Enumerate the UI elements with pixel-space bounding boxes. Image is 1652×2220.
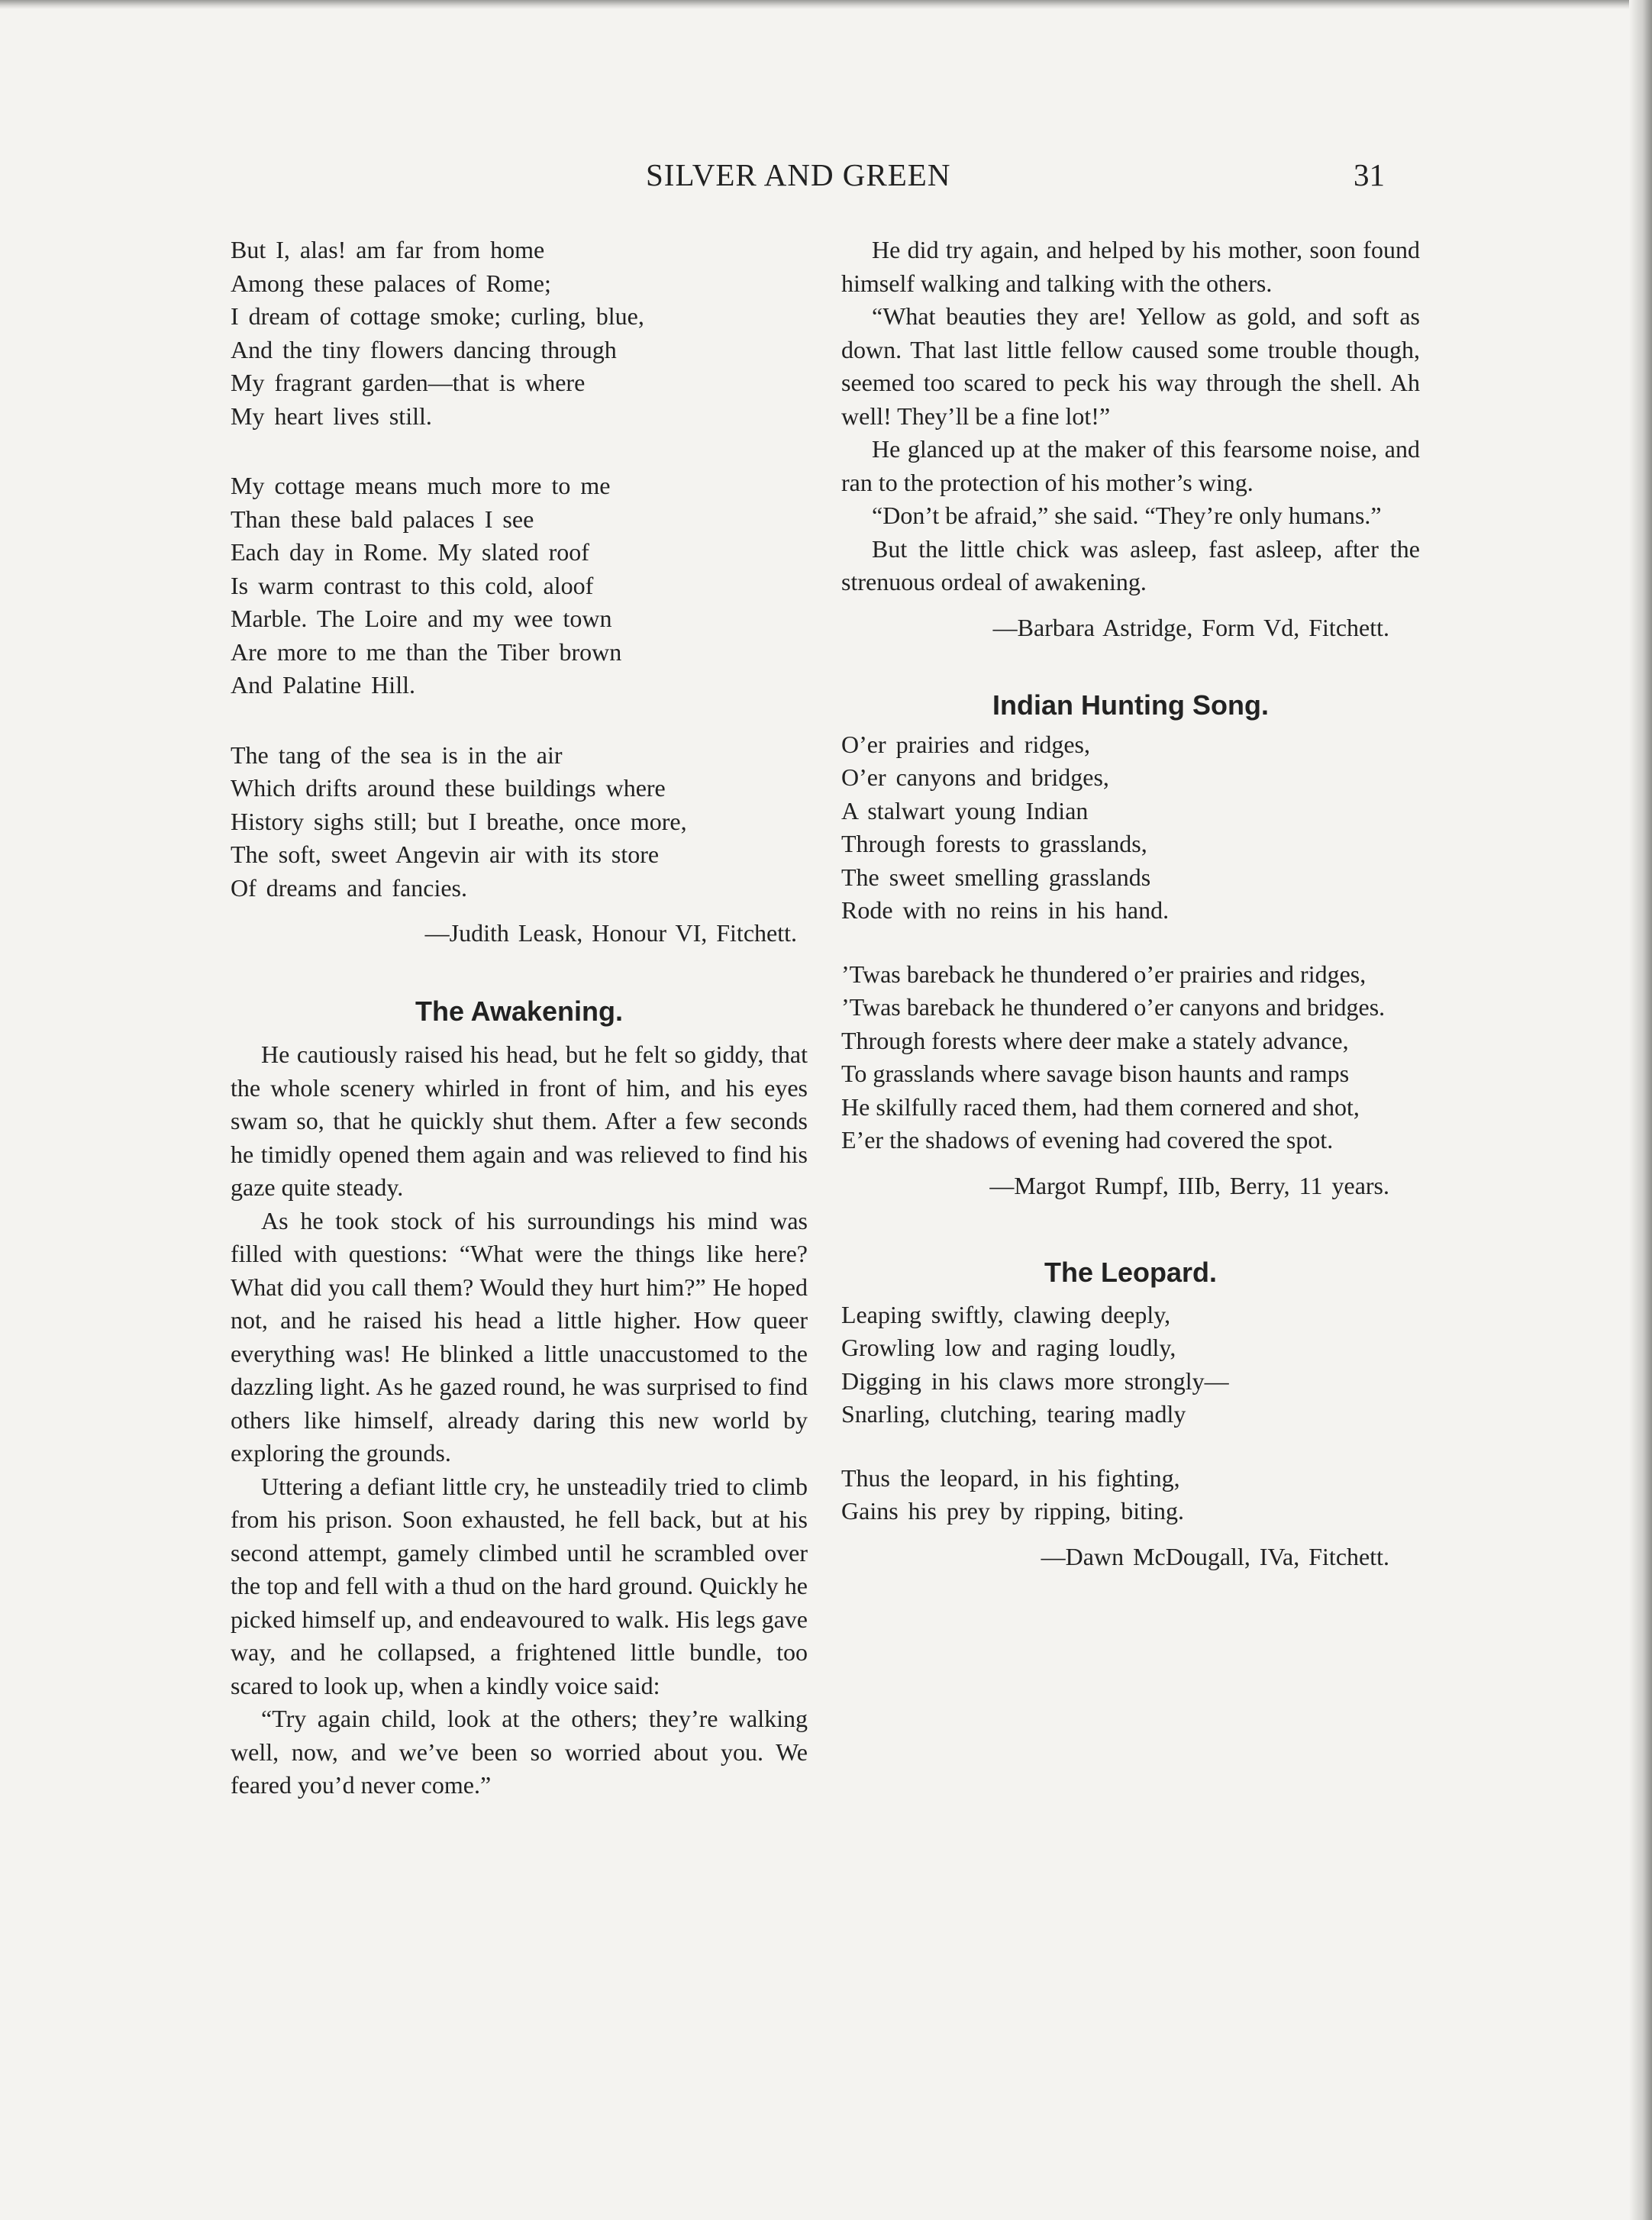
poem-line: Each day in Rome. My slated roof <box>231 538 589 566</box>
song-line: To grasslands where savage bison haunts and ramps <box>841 1060 1350 1087</box>
poem-stanza <box>231 469 808 702</box>
poem-line: Which drifts around these buildings where <box>231 774 666 802</box>
song-byline: —Margot Rumpf, IIIb, Berry, 11 years. <box>989 1171 1389 1199</box>
song-line: The sweet smelling grasslands <box>841 863 1151 891</box>
leopard-line: Growling low and raging loudly, <box>841 1334 1176 1361</box>
leopard-byline: —Dawn McDougall, IVa, Fitchett. <box>1041 1542 1389 1570</box>
song-line: O’er canyons and bridges, <box>841 763 1109 791</box>
poem-line: Marble. The Loire and my wee town <box>231 605 612 632</box>
song-line: ’Twas bareback he thundered o’er prairies and ridges, <box>841 960 1366 988</box>
song-line: A stalwart young Indian <box>841 796 1089 824</box>
left-column <box>231 234 808 1802</box>
poem-line: Of dreams and fancies. <box>231 873 467 902</box>
story-paragraph: “Don’t be afraid,” she said. “They’re only humans.” <box>872 502 1382 529</box>
story-paragraph: He glanced up at the maker of this fearsome noise, and ran to the protection of his mother’s wing. <box>841 435 1420 496</box>
song-line: He skilfully raced them, had them cornered and shot, <box>841 1092 1360 1121</box>
page-number: 31 <box>1354 157 1385 192</box>
leopard-stanza <box>841 1462 1420 1528</box>
leopard-line: Thus the leopard, in his fighting, <box>841 1463 1180 1492</box>
page-header <box>0 156 1652 202</box>
poem-line: The soft, sweet Angevin air with its store <box>231 841 660 868</box>
poem-byline: —Judith Leask, Honour VI, Fitchett. <box>424 919 797 947</box>
poem-line: But I, alas! am far from home <box>231 236 545 263</box>
poem-line: History sighs still; but I breathe, once more, <box>231 807 687 835</box>
poem-line: Are more to me than the Tiber brown <box>231 637 622 666</box>
song-stanza <box>841 958 1420 1157</box>
story-paragraph: He did try again, and helped by his mother, soon found himself walking and talking with the others. <box>841 236 1420 297</box>
leopard-line: Snarling, clutching, tearing madly <box>841 1400 1186 1428</box>
poem-line: My cottage means much more to me <box>231 472 611 499</box>
story-paragraph: He cautiously raised his head, but he felt so giddy, that the whole scenery whirled in front of him, and his eyes swam so, that he quickly shut them. After a few seconds he timidly opened them again and was relieved to find his gaze quite steady. <box>231 1041 808 1201</box>
leopard-title: The Leopard. <box>1044 1257 1218 1288</box>
story-title: The Awakening. <box>415 995 624 1027</box>
poem-line: Among these palaces of Rome; <box>231 269 551 297</box>
leopard-line: Digging in his claws more strongly— <box>841 1367 1229 1395</box>
song-stanza <box>841 728 1420 928</box>
song-line: E’er the shadows of evening had covered the spot. <box>841 1126 1334 1154</box>
poem-stanza <box>231 739 808 905</box>
poem-line: The tang of the sea is in the air <box>231 741 563 769</box>
story-paragraph: But the little chick was asleep, fast asleep, after the strenuous ordeal of awakening. <box>841 534 1420 595</box>
song-line: Through forests to grasslands, <box>841 830 1147 857</box>
poem-line: And Palatine Hill. <box>231 671 415 699</box>
story-byline: —Barbara Astridge, Form Vd, Fitchett. <box>992 613 1389 641</box>
poem-line: Is warm contrast to this cold, aloof <box>231 571 594 599</box>
story-paragraph: As he took stock of his surroundings his mind was filled with questions: “What were the things like here? What did you call them? Would they hurt him?” He hoped not, and he raised his head a little higher. How queer everything was! He blinked a little unaccustomed to the dazzling light. As he gazed round, he was surprised to find others like himself, already daring this new world by exploring the grounds. <box>231 1206 808 1467</box>
leopard-stanza <box>841 1299 1420 1431</box>
song-line: ’Twas bareback he thundered o’er canyons and bridges. <box>841 993 1386 1021</box>
poem-stanza <box>231 234 808 433</box>
poem-line: And the tiny flowers dancing through <box>231 335 617 363</box>
story-paragraph: Uttering a defiant little cry, he unsteadily tried to climb from his prison. Soon exhausted, he fell back, but at his second attempt, gamely climbed until he scrambled over the top and fell with a thud on the hard ground. Quickly he picked himself up, and endeavoured to walk. His legs gave way, and he collapsed, a frightened little bundle, too scared to look up, when a kindly voice said: <box>231 1472 808 1699</box>
poem-line: Than these bald palaces I see <box>231 505 534 533</box>
story-paragraph: “What beauties they are! Yellow as gold, and soft as down. That last little fellow caused some trouble though, seemed too scared to peck his way through the shell. Ah well! They’ll be a fine lot!” <box>841 302 1420 430</box>
leopard-line: Leaping swiftly, clawing deeply, <box>841 1300 1171 1328</box>
song-line: O’er prairies and ridges, <box>841 730 1090 758</box>
running-title: SILVER AND GREEN <box>646 157 951 192</box>
poem-line: My heart lives still. <box>231 402 432 430</box>
page-right-edge <box>1629 0 1652 2220</box>
poem-line: I dream of cottage smoke; curling, blue, <box>231 302 644 330</box>
song-title: Indian Hunting Song. <box>992 689 1269 721</box>
song-line: Through forests where deer make a stately advance, <box>841 1026 1349 1054</box>
poem-line: My fragrant garden—that is where <box>231 369 586 396</box>
leopard-line: Gains his prey by ripping, biting. <box>841 1497 1184 1525</box>
right-column <box>841 234 1420 1573</box>
song-line: Rode with no reins in his hand. <box>841 896 1170 924</box>
page-top-edge <box>0 0 1652 9</box>
story-paragraph: “Try again child, look at the others; they’re walking well, now, and we’ve been so worried about you. We feared you’d never come.” <box>231 1705 808 1799</box>
